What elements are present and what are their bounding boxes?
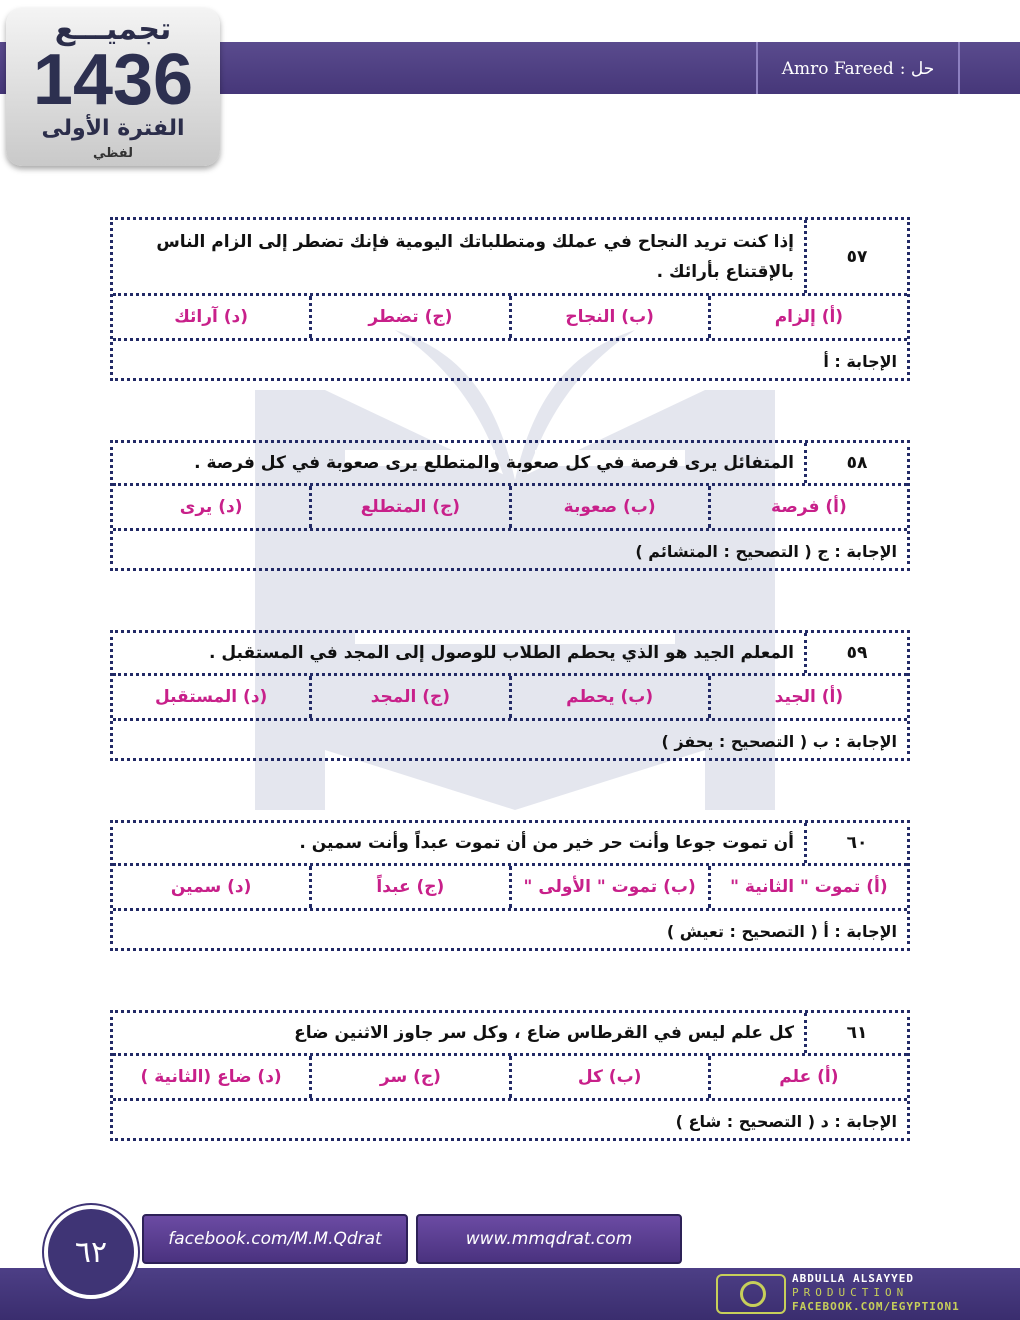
- logo-title: تجميـــع: [54, 12, 172, 47]
- option-d[interactable]: (د) سمين: [170, 877, 252, 897]
- option-a[interactable]: (أ) علم: [708, 1056, 907, 1098]
- answer-row: الإجابة : د ( التصحيح : شاع ): [675, 1111, 897, 1131]
- question-number: ٥٨: [804, 443, 907, 483]
- answer-row: الإجابة : أ: [823, 351, 897, 371]
- question-number: ٦١: [804, 1013, 907, 1053]
- question-row: [113, 633, 907, 676]
- option-b[interactable]: (ب) كل: [509, 1056, 708, 1098]
- option-d[interactable]: (د) ضاع (الثانية ): [140, 1067, 282, 1087]
- logo-section: لفظي: [92, 146, 134, 161]
- watermark-emblem: [195, 330, 835, 850]
- question-row: [113, 220, 907, 296]
- question-text: المعلم الجيد هو الذي يحطم الطلاب للوصول إلى المجد في المستقبل .: [208, 643, 794, 663]
- option-b[interactable]: (ب) يحطم: [509, 676, 708, 718]
- option-d[interactable]: (د) يرى: [179, 497, 243, 517]
- question-text: المتفائل يرى فرصة في كل صعوبة والمتطلع يرى صعوبة في كل فرصة .: [194, 453, 794, 473]
- option-b[interactable]: (ب) تموت " الأولى ": [509, 866, 708, 908]
- option-a[interactable]: (أ) الجيد: [708, 676, 907, 718]
- option-c[interactable]: (ج) عبداً: [309, 866, 508, 908]
- question-block-61: [110, 1010, 910, 1141]
- logo-period: الفترة الأولى: [41, 116, 185, 141]
- page-number: ٦٢: [44, 1205, 138, 1299]
- question-text: كل علم ليس في القرطاس ضاع ، وكل سر جاوز الاثنين ضاع: [294, 1023, 794, 1043]
- credit-production: PRODUCTION: [792, 1286, 909, 1299]
- credit-facebook[interactable]: FACEBOOK.COM/EGYPTION1: [792, 1300, 960, 1313]
- question-text: أن تموت جوعا وأنت حر خير من أن تموت عبداً وأنت سمين .: [299, 833, 794, 853]
- facebook-link[interactable]: facebook.com/M.M.Qdrat: [142, 1214, 408, 1264]
- question-row: [113, 443, 907, 486]
- question-number: ٥٩: [804, 633, 907, 673]
- credit-name: ABDULLA ALSAYYED: [792, 1272, 914, 1285]
- question-block-58: [110, 440, 910, 571]
- question-block-59: [110, 630, 910, 761]
- solver-label: حل :: [899, 59, 935, 79]
- options-row: [113, 1056, 907, 1101]
- options-row: [113, 866, 907, 911]
- production-credit: [716, 1272, 1016, 1316]
- question-row: [113, 1013, 907, 1056]
- solver-credit: [764, 54, 952, 84]
- question-number: ٦٠: [804, 823, 907, 863]
- options-row: [113, 296, 907, 341]
- question-number: ٥٧: [804, 220, 907, 293]
- answer-row: الإجابة : أ ( التصحيح : تعيش ): [666, 921, 897, 941]
- header-divider: [958, 42, 960, 94]
- answer-row: الإجابة : ج ( التصحيح : المتشائم ): [635, 541, 897, 561]
- option-a[interactable]: (أ) تموت " الثانية ": [708, 866, 907, 908]
- option-b[interactable]: (ب) النجاح: [509, 296, 708, 338]
- camera-icon: [716, 1274, 786, 1314]
- website-link[interactable]: www.mmqdrat.com: [416, 1214, 682, 1264]
- question-row: [113, 823, 907, 866]
- option-c[interactable]: (ج) المتطلع: [309, 486, 508, 528]
- logo-year: 1436: [32, 40, 194, 120]
- options-row: [113, 676, 907, 721]
- question-block-57: [110, 217, 910, 381]
- option-c[interactable]: (ج) المجد: [309, 676, 508, 718]
- option-d[interactable]: (د) المستقبل: [154, 687, 268, 707]
- option-b[interactable]: (ب) صعوبة: [509, 486, 708, 528]
- option-a[interactable]: (أ) فرصة: [708, 486, 907, 528]
- solver-name: Amro Fareed: [781, 59, 894, 79]
- answer-row: الإجابة : ب ( التصحيح : يحفز ): [661, 731, 897, 751]
- header-divider: [756, 42, 758, 94]
- option-a[interactable]: (أ) إلزام: [708, 296, 907, 338]
- question-block-60: [110, 820, 910, 951]
- option-d[interactable]: (د) آرائك: [174, 307, 249, 327]
- question-text: إذا كنت تريد النجاح في عملك ومتطلباتك اليومية فإنك تضطر إلى الزام الناس بالإقتناع بأرائك .: [156, 231, 794, 282]
- options-row: [113, 486, 907, 531]
- collection-logo: [6, 8, 220, 166]
- option-c[interactable]: (ج) سر: [309, 1056, 508, 1098]
- option-c[interactable]: (ج) تضطر: [309, 296, 508, 338]
